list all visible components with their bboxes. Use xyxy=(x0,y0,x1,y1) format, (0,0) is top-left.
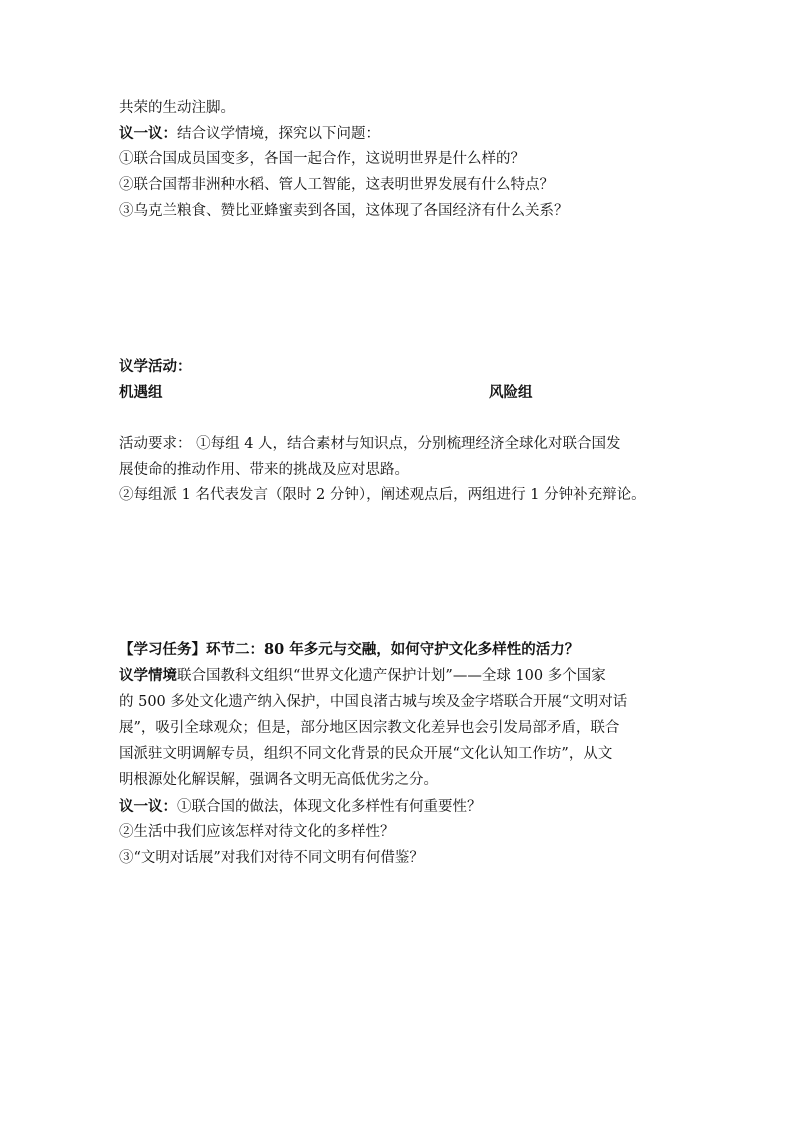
scenario-line-1 xyxy=(119,666,606,686)
group-risk-label: 风险组 xyxy=(489,384,533,401)
discuss-label: 议一议： xyxy=(119,125,177,142)
scenario-line-3: 展”，吸引全球观众；但是，部分地区因宗教文化差异也会引发局部矛盾，联合 xyxy=(119,720,620,736)
scenario-line-5: 明根源处化解误解，强调各文明无高低优劣之分。 xyxy=(119,772,438,788)
group-opportunity-label: 机遇组 xyxy=(119,384,163,401)
section-2-question-1: ①联合国的做法，体现文化多样性有何重要性？ xyxy=(177,799,482,815)
scenario-label: 议学情境 xyxy=(119,667,177,684)
activity-requirement-line-1: 活动要求： ①每组 4 人，结合素材与知识点，分别梳理经济全球化对联合国发 xyxy=(119,436,621,452)
scenario-text-1: 联合国教科文组织“世界文化遗产保护计划”——全球 100 多个国家 xyxy=(177,668,606,684)
discuss-text: 结合议学情境，探究以下问题： xyxy=(177,126,380,142)
section-2-question-3: ③“文明对话展”对我们对待不同文明有何借鉴？ xyxy=(119,850,424,866)
question-1: ①联合国成员国变多，各国一起合作，这说明世界是什么样的？ xyxy=(119,151,525,167)
intro-tail-text: 共荣的生动注脚。 xyxy=(119,100,235,116)
activity-requirement-line-2: 展使命的推动作用、带来的挑战及应对思路。 xyxy=(119,462,409,478)
question-2: ②联合国帮非洲种水稻、管人工智能，这表明世界发展有什么特点？ xyxy=(119,177,554,193)
section-2-question-2: ②生活中我们应该怎样对待文化的多样性？ xyxy=(119,824,395,840)
question-3: ③乌克兰粮食、赞比亚蜂蜜卖到各国，这体现了各国经济有什么关系？ xyxy=(119,203,569,219)
section-2-heading: 【学习任务】环节二：80 年多元与交融，如何守护文化多样性的活力？ xyxy=(119,641,580,658)
discuss-prompt-2 xyxy=(119,797,482,817)
activity-title: 议学活动： xyxy=(119,358,192,375)
activity-requirement-line-3: ②每组派 1 名代表发言（限时 2 分钟），阐述观点后，两组进行 1 分钟补充辩论。 xyxy=(119,487,646,503)
discuss-prompt-1 xyxy=(119,124,380,144)
scenario-line-2: 的 500 多处文化遗产纳入保护，中国良渚古城与埃及金字塔联合开展“文明对话 xyxy=(119,694,628,710)
discuss-label-2: 议一议： xyxy=(119,798,177,815)
scenario-line-4: 国派驻文明调解专员，组织不同文化背景的民众开展“文化认知工作坊”，从文 xyxy=(119,746,613,762)
